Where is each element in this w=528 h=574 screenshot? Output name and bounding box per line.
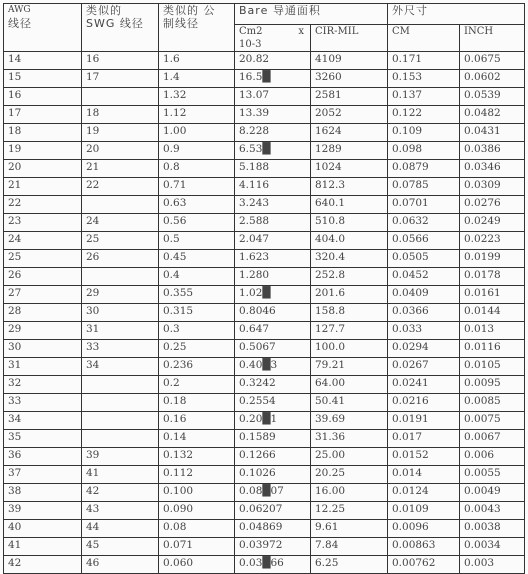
- cell-cm: 0.0191: [388, 412, 460, 430]
- cell-inch: 0.0038: [460, 520, 525, 538]
- cell-cm: 0.0785: [388, 178, 460, 196]
- cell-awg: 36: [4, 448, 82, 466]
- table-row: [4, 214, 525, 232]
- cell-swg: 46: [82, 556, 159, 574]
- header-metric-line1: 类似的 公: [163, 4, 216, 17]
- cell-cirmil: 158.8: [311, 304, 388, 322]
- cell-awg: 30: [4, 340, 82, 358]
- cell-cirmil: 7.84: [311, 538, 388, 556]
- cell-cm: 0.122: [388, 106, 460, 124]
- cell-cirmil: 25.00: [311, 448, 388, 466]
- header-swg-line1: 类似的: [86, 4, 122, 17]
- cell-cm2: 0.5067: [235, 340, 311, 358]
- cell-swg: [82, 268, 159, 286]
- table-row: [4, 556, 525, 574]
- table-row: [4, 430, 525, 448]
- cell-inch: 0.0386: [460, 142, 525, 160]
- cell-metric: 0.355: [159, 286, 235, 304]
- cell-awg: 34: [4, 412, 82, 430]
- header-bare-area: Bare 导通面积: [235, 4, 388, 25]
- cell-inch: 0.0067: [460, 430, 525, 448]
- cell-awg: 27: [4, 286, 82, 304]
- cell-cm: 0.0216: [388, 394, 460, 412]
- cell-cm: 0.098: [388, 142, 460, 160]
- cell-inch: 0.0223: [460, 232, 525, 250]
- cell-cm2: 8.228: [235, 124, 311, 142]
- cell-metric: 0.060: [159, 556, 235, 574]
- cell-inch: 0.0249: [460, 214, 525, 232]
- cell-swg: 30: [82, 304, 159, 322]
- table-row: [4, 520, 525, 538]
- table-row: [4, 124, 525, 142]
- cell-cm: 0.0632: [388, 214, 460, 232]
- cell-swg: 20: [82, 142, 159, 160]
- awg-wire-gauge-table: [3, 3, 525, 574]
- header-cm2-x: x: [298, 26, 304, 37]
- cell-inch: 0.0144: [460, 304, 525, 322]
- cell-cm: 0.137: [388, 88, 460, 106]
- cell-awg: 35: [4, 430, 82, 448]
- cell-swg: 45: [82, 538, 159, 556]
- cell-cm: 0.00762: [388, 556, 460, 574]
- cell-cm: 0.153: [388, 70, 460, 88]
- cell-cirmil: 1624: [311, 124, 388, 142]
- cell-swg: 33: [82, 340, 159, 358]
- cell-swg: [82, 430, 159, 448]
- cell-cm2: 0.3242: [235, 376, 311, 394]
- cell-cm: 0.0109: [388, 502, 460, 520]
- cell-swg: 26: [82, 250, 159, 268]
- cell-cm2: 0.20█1: [235, 412, 311, 430]
- cell-cm2: 1.280: [235, 268, 311, 286]
- cell-cm2: 0.8046: [235, 304, 311, 322]
- cell-awg: 26: [4, 268, 82, 286]
- cell-cm2: 5.188: [235, 160, 311, 178]
- cell-cm: 0.0152: [388, 448, 460, 466]
- cell-cm: 0.0267: [388, 358, 460, 376]
- cell-swg: [82, 196, 159, 214]
- cell-cirmil: 510.8: [311, 214, 388, 232]
- cell-cirmil: 20.25: [311, 466, 388, 484]
- table-row: [4, 376, 525, 394]
- cell-cirmil: 3260: [311, 70, 388, 88]
- cell-swg: 17: [82, 70, 159, 88]
- cell-cm2: 0.1589: [235, 430, 311, 448]
- cell-cm: 0.014: [388, 466, 460, 484]
- cell-cm: 0.0879: [388, 160, 460, 178]
- cell-cirmil: 31.36: [311, 430, 388, 448]
- cell-awg: 32: [4, 376, 82, 394]
- cell-awg: 24: [4, 232, 82, 250]
- table-row: [4, 502, 525, 520]
- cell-swg: 22: [82, 178, 159, 196]
- cell-cm2: 0.2554: [235, 394, 311, 412]
- cell-cirmil: 2581: [311, 88, 388, 106]
- table-row: [4, 196, 525, 214]
- cell-cirmil: 12.25: [311, 502, 388, 520]
- cell-cirmil: 320.4: [311, 250, 388, 268]
- table-row: [4, 466, 525, 484]
- cell-swg: [82, 376, 159, 394]
- cell-metric: 1.6: [159, 52, 235, 70]
- cell-metric: 1.4: [159, 70, 235, 88]
- cell-awg: 39: [4, 502, 82, 520]
- cell-awg: 28: [4, 304, 82, 322]
- cell-awg: 22: [4, 196, 82, 214]
- header-outer-size: 外尺寸: [388, 4, 525, 25]
- cell-swg: [82, 412, 159, 430]
- cell-inch: 0.0482: [460, 106, 525, 124]
- table-row: [4, 394, 525, 412]
- cell-awg: 15: [4, 70, 82, 88]
- cell-cm: 0.0409: [388, 286, 460, 304]
- cell-cm: 0.109: [388, 124, 460, 142]
- cell-cm2: 2.588: [235, 214, 311, 232]
- header-awg: [4, 4, 82, 52]
- cell-cirmil: 4109: [311, 52, 388, 70]
- cell-swg: 18: [82, 106, 159, 124]
- header-awg-line2: 线径: [8, 17, 32, 30]
- cell-inch: 0.0431: [460, 124, 525, 142]
- cell-metric: 0.63: [159, 196, 235, 214]
- header-inch: INCH: [460, 25, 525, 52]
- table-row: [4, 160, 525, 178]
- header-cm: CM: [388, 25, 460, 52]
- cell-cirmil: 50.41: [311, 394, 388, 412]
- cell-cirmil: 1024: [311, 160, 388, 178]
- cell-awg: 33: [4, 394, 82, 412]
- cell-metric: 0.16: [159, 412, 235, 430]
- cell-awg: 38: [4, 484, 82, 502]
- cell-cm: 0.0505: [388, 250, 460, 268]
- table-row: [4, 448, 525, 466]
- cell-awg: 21: [4, 178, 82, 196]
- cell-swg: 41: [82, 466, 159, 484]
- cell-swg: 44: [82, 520, 159, 538]
- cell-awg: 40: [4, 520, 82, 538]
- table-row: [4, 358, 525, 376]
- cell-metric: 1.00: [159, 124, 235, 142]
- cell-metric: 0.112: [159, 466, 235, 484]
- cell-swg: 42: [82, 484, 159, 502]
- cell-metric: 1.32: [159, 88, 235, 106]
- cell-inch: 0.006: [460, 448, 525, 466]
- cell-inch: 0.0675: [460, 52, 525, 70]
- cell-awg: 37: [4, 466, 82, 484]
- header-awg-line1: AWG: [8, 5, 31, 15]
- header-swg: [82, 4, 159, 52]
- cell-inch: 0.0161: [460, 286, 525, 304]
- cell-awg: 18: [4, 124, 82, 142]
- cell-cm2: 2.047: [235, 232, 311, 250]
- cell-cm2: 0.03█66: [235, 556, 311, 574]
- table-row: [4, 484, 525, 502]
- cell-cirmil: 252.8: [311, 268, 388, 286]
- cell-awg: 20: [4, 160, 82, 178]
- cell-swg: 31: [82, 322, 159, 340]
- cell-inch: 0.013: [460, 322, 525, 340]
- table-row: [4, 304, 525, 322]
- table-row: [4, 106, 525, 124]
- header-cm2-unit: Cm2: [239, 26, 263, 37]
- cell-swg: 43: [82, 502, 159, 520]
- cell-inch: 0.0055: [460, 466, 525, 484]
- table-row: [4, 322, 525, 340]
- cell-swg: 29: [82, 286, 159, 304]
- cell-inch: 0.003: [460, 556, 525, 574]
- header-cirmil: CIR-MIL: [311, 25, 388, 52]
- header-metric-line2: 制线径: [163, 17, 199, 30]
- cell-metric: 0.071: [159, 538, 235, 556]
- cell-inch: 0.0049: [460, 484, 525, 502]
- cell-inch: 0.0085: [460, 394, 525, 412]
- cell-cm2: 16.5█: [235, 70, 311, 88]
- cell-cirmil: 127.7: [311, 322, 388, 340]
- cell-cm: 0.0241: [388, 376, 460, 394]
- cell-cirmil: 39.69: [311, 412, 388, 430]
- cell-cm: 0.0701: [388, 196, 460, 214]
- table-row: [4, 538, 525, 556]
- cell-swg: 24: [82, 214, 159, 232]
- cell-awg: 14: [4, 52, 82, 70]
- cell-metric: 0.56: [159, 214, 235, 232]
- cell-swg: 39: [82, 448, 159, 466]
- cell-inch: 0.0043: [460, 502, 525, 520]
- cell-swg: 34: [82, 358, 159, 376]
- cell-cirmil: 1289: [311, 142, 388, 160]
- cell-cm2: 0.04869: [235, 520, 311, 538]
- header-cm2-exp: 10-3: [239, 39, 262, 50]
- cell-swg: [82, 394, 159, 412]
- cell-cm2: 1.623: [235, 250, 311, 268]
- cell-cirmil: 6.25: [311, 556, 388, 574]
- cell-metric: 0.5: [159, 232, 235, 250]
- cell-inch: 0.0095: [460, 376, 525, 394]
- cell-cm: 0.0566: [388, 232, 460, 250]
- cell-cm: 0.00863: [388, 538, 460, 556]
- cell-cirmil: 2052: [311, 106, 388, 124]
- cell-inch: 0.0346: [460, 160, 525, 178]
- table-row: [4, 88, 525, 106]
- cell-awg: 17: [4, 106, 82, 124]
- cell-awg: 23: [4, 214, 82, 232]
- cell-cirmil: 812.3: [311, 178, 388, 196]
- table-row: [4, 142, 525, 160]
- cell-cirmil: 64.00: [311, 376, 388, 394]
- cell-cm: 0.171: [388, 52, 460, 70]
- cell-swg: 21: [82, 160, 159, 178]
- header-swg-line2: SWG 线径: [86, 17, 144, 30]
- table-row: [4, 250, 525, 268]
- table-row: [4, 232, 525, 250]
- table-row: [4, 268, 525, 286]
- cell-metric: 0.2: [159, 376, 235, 394]
- header-cm2: [235, 25, 311, 52]
- cell-cm2: 0.647: [235, 322, 311, 340]
- cell-metric: 0.3: [159, 322, 235, 340]
- cell-awg: 16: [4, 88, 82, 106]
- cell-inch: 0.0105: [460, 358, 525, 376]
- cell-cirmil: 100.0: [311, 340, 388, 358]
- cell-awg: 41: [4, 538, 82, 556]
- cell-cm2: 1.02█: [235, 286, 311, 304]
- header-metric: [159, 4, 235, 52]
- cell-cm: 0.033: [388, 322, 460, 340]
- table-row: [4, 178, 525, 196]
- cell-cirmil: 640.1: [311, 196, 388, 214]
- cell-cm: 0.0452: [388, 268, 460, 286]
- cell-cm2: 0.1026: [235, 466, 311, 484]
- cell-cm2: 0.1266: [235, 448, 311, 466]
- cell-metric: 0.45: [159, 250, 235, 268]
- cell-metric: 0.14: [159, 430, 235, 448]
- cell-cm2: 0.06207: [235, 502, 311, 520]
- cell-metric: 0.100: [159, 484, 235, 502]
- cell-metric: 0.315: [159, 304, 235, 322]
- cell-inch: 0.0116: [460, 340, 525, 358]
- cell-cm2: 0.03972: [235, 538, 311, 556]
- cell-cm2: 13.39: [235, 106, 311, 124]
- cell-swg: 19: [82, 124, 159, 142]
- cell-awg: 42: [4, 556, 82, 574]
- cell-inch: 0.0034: [460, 538, 525, 556]
- table-row: [4, 52, 525, 70]
- cell-awg: 25: [4, 250, 82, 268]
- cell-cm2: 20.82: [235, 52, 311, 70]
- cell-inch: 0.0602: [460, 70, 525, 88]
- cell-metric: 0.25: [159, 340, 235, 358]
- cell-inch: 0.0178: [460, 268, 525, 286]
- cell-inch: 0.0309: [460, 178, 525, 196]
- cell-awg: 31: [4, 358, 82, 376]
- cell-awg: 19: [4, 142, 82, 160]
- cell-metric: 0.71: [159, 178, 235, 196]
- table-row: [4, 286, 525, 304]
- table-row: [4, 412, 525, 430]
- cell-swg: [82, 88, 159, 106]
- cell-inch: 0.0199: [460, 250, 525, 268]
- cell-cm: 0.0124: [388, 484, 460, 502]
- cell-cm2: 3.243: [235, 196, 311, 214]
- cell-cm: 0.017: [388, 430, 460, 448]
- cell-cm: 0.0366: [388, 304, 460, 322]
- cell-metric: 0.4: [159, 268, 235, 286]
- cell-metric: 0.08: [159, 520, 235, 538]
- cell-cirmil: 201.6: [311, 286, 388, 304]
- cell-cm2: 6.53█: [235, 142, 311, 160]
- cell-metric: 0.9: [159, 142, 235, 160]
- cell-cirmil: 9.61: [311, 520, 388, 538]
- cell-metric: 0.18: [159, 394, 235, 412]
- cell-swg: 25: [82, 232, 159, 250]
- cell-inch: 0.0075: [460, 412, 525, 430]
- cell-cm: 0.0294: [388, 340, 460, 358]
- cell-cm2: 13.07: [235, 88, 311, 106]
- cell-cm2: 0.08█07: [235, 484, 311, 502]
- table-row: [4, 70, 525, 88]
- cell-metric: 0.8: [159, 160, 235, 178]
- cell-awg: 29: [4, 322, 82, 340]
- cell-cm2: 0.40█3: [235, 358, 311, 376]
- table-body: [4, 52, 525, 574]
- cell-metric: 1.12: [159, 106, 235, 124]
- cell-cirmil: 79.21: [311, 358, 388, 376]
- cell-metric: 0.090: [159, 502, 235, 520]
- cell-cm: 0.0096: [388, 520, 460, 538]
- cell-cm2: 4.116: [235, 178, 311, 196]
- cell-inch: 0.0539: [460, 88, 525, 106]
- cell-metric: 0.132: [159, 448, 235, 466]
- table-row: [4, 340, 525, 358]
- cell-cirmil: 16.00: [311, 484, 388, 502]
- cell-swg: 16: [82, 52, 159, 70]
- cell-metric: 0.236: [159, 358, 235, 376]
- cell-inch: 0.0276: [460, 196, 525, 214]
- cell-cirmil: 404.0: [311, 232, 388, 250]
